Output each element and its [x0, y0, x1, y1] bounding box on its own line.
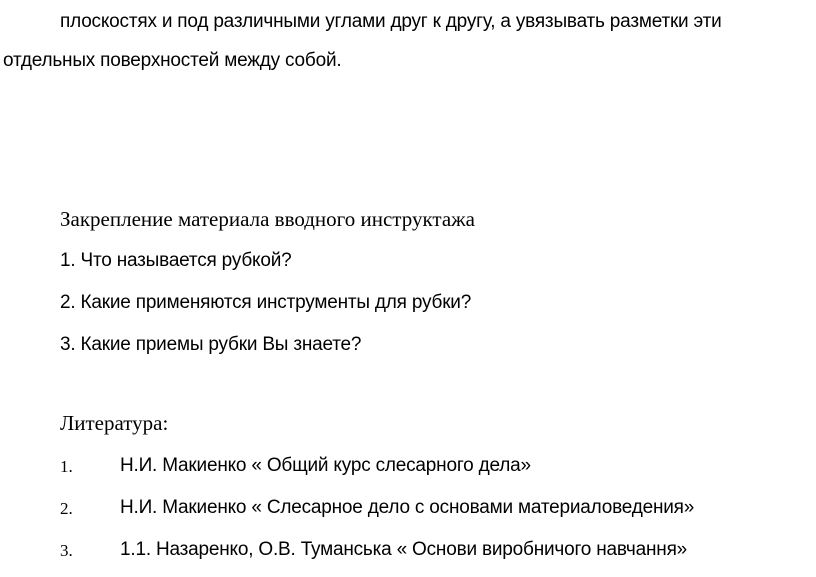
intro-line-2: отдельных поверхностей между собой. [3, 50, 342, 71]
literature-item-number-1: 1. [60, 457, 73, 476]
literature-item-text-1: Н.И. Макиенко « Общий курс слесарного дела» [120, 455, 531, 476]
review-question-1: 1. Что называется рубкой? [60, 250, 292, 271]
intro-line-1: плоскостях и под различными углами друг к другу, а увязывать разметки эти [60, 11, 722, 32]
literature-item-number-2: 2. [60, 499, 73, 518]
literature-item-number-3: 3. [60, 541, 73, 560]
review-question-3: 3. Какие приемы рубки Вы знаете? [60, 334, 362, 355]
literature-item-text-2: Н.И. Макиенко « Слесарное дело с основами материаловедения» [120, 497, 695, 518]
review-question-2: 2. Какие применяются инструменты для рубки? [60, 292, 472, 313]
literature-item-text-3: 1.1. Назаренко, О.В. Туманська « Основи виробничого навчання» [120, 539, 688, 560]
literature-heading: Литература: [60, 411, 169, 435]
review-heading: Закрепление материала вводного инструктажа [60, 207, 475, 231]
